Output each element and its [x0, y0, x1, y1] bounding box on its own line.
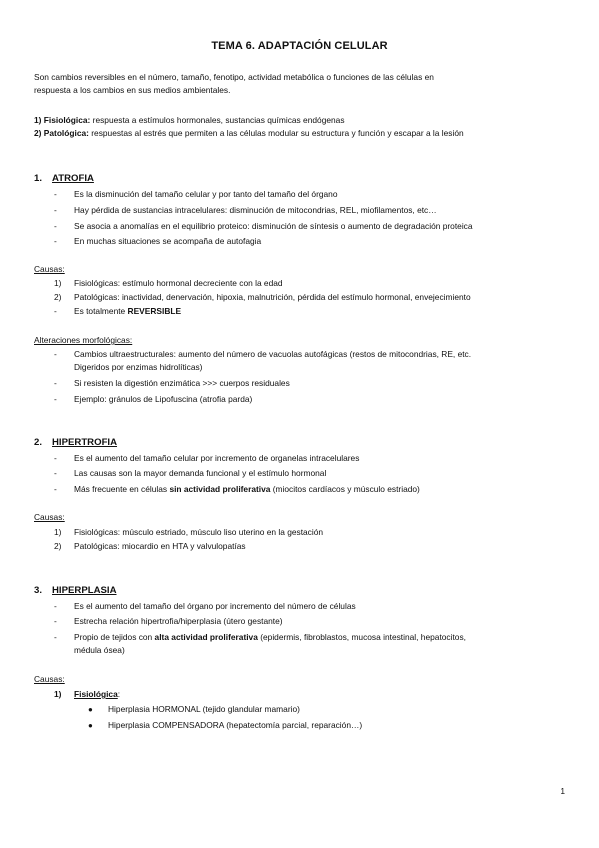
alteraciones-heading: Alteraciones morfológicas:: [34, 335, 133, 345]
intro-line-2: respuesta a los cambios en sus medios ambientales.: [34, 85, 231, 95]
type-text: respuestas al estrés que permiten a las células modular su estructura y función y escapar a la lesión: [88, 128, 464, 138]
section-number: 3.: [34, 585, 43, 596]
section-heading-atrofia: [34, 173, 94, 184]
type-label: Fisiológica:: [43, 115, 91, 125]
section-heading-hipertrofia: [34, 437, 117, 448]
bullet-marker: ●: [88, 705, 93, 714]
section-number: 1.: [34, 173, 43, 184]
section-heading-hiperplasia: [34, 585, 117, 596]
type-pathological: [34, 127, 464, 139]
list-item: - Las causas son la mayor demanda funcional y el estímulo hormonal: [54, 468, 327, 478]
dash-marker: -: [54, 306, 57, 316]
dash-marker: -: [54, 632, 57, 642]
intro-line-1: Son cambios reversibles en el número, tamaño, fenotipo, actividad metabólica o funciones de las células en: [34, 72, 434, 82]
dash-marker: -: [54, 453, 57, 463]
page-title: TEMA 6. ADAPTACIÓN CELULAR: [211, 40, 388, 52]
numbered-item: 1) Fisiológicas: estímulo hormonal decreciente con la edad: [54, 278, 283, 288]
section-name: ATROFIA: [52, 173, 94, 184]
causas-heading: Causas:: [34, 674, 65, 684]
list-item: - Ejemplo: gránulos de Lipofuscina (atrofia parda): [54, 394, 253, 404]
type-number: 2): [34, 128, 42, 138]
dash-marker: -: [54, 616, 57, 626]
type-text: respuesta a estímulos hormonales, sustancias químicas endógenas: [90, 115, 345, 125]
dash-marker: -: [54, 601, 57, 611]
page-number: 1: [560, 786, 565, 796]
list-item: - Estrecha relación hipertrofia/hiperplasia (útero gestante): [54, 616, 283, 626]
numbered-item: 2) Patológicas: inactividad, denervación, hipoxia, malnutrición, pérdida del estímulo hormonal, envejecimiento: [54, 292, 471, 302]
dash-marker: -: [54, 221, 57, 231]
bullet-item: ● Hiperplasia HORMONAL (tejido glandular mamario): [88, 704, 300, 714]
dash-marker: -: [54, 236, 57, 246]
numbered-item: 2) Patológicas: miocardio en HTA y valvulopatías: [54, 541, 246, 551]
list-item: - Propio de tejidos con alta actividad proliferativa (epidermis, fibroblastos, mucosa intestinal, hepatocitos, médula ósea): [54, 632, 466, 655]
section-name: HIPERTROFIA: [52, 437, 118, 448]
dash-marker: -: [54, 349, 57, 359]
bullet-marker: ●: [88, 721, 93, 730]
causas-heading: Causas:: [34, 512, 65, 522]
list-item: - Hay pérdida de sustancias intracelulares: disminución de mitocondrias, REL, miofilamentos, etc…: [54, 205, 437, 215]
dash-marker: -: [54, 378, 57, 388]
list-item: - Es el aumento del tamaño celular por incremento de organelas intracelulares: [54, 453, 360, 463]
numbered-item: 1) Fisiológica:: [54, 689, 121, 699]
numbered-item: 1) Fisiológicas: músculo estriado, músculo liso uterino en la gestación: [54, 527, 324, 537]
dash-marker: -: [54, 205, 57, 215]
dash-marker: -: [54, 394, 57, 404]
type-physiological: [34, 114, 345, 126]
causas-heading: Causas:: [34, 264, 65, 274]
list-item: - En muchas situaciones se acompaña de autofagia: [54, 236, 262, 246]
bullet-item: ● Hiperplasia COMPENSADORA (hepatectomía parcial, reparación…): [88, 720, 363, 730]
dash-marker: -: [54, 468, 57, 478]
list-item: - Más frecuente en células sin actividad proliferativa (miocitos cardíacos y músculo estriado): [54, 484, 420, 494]
section-number: 2.: [34, 437, 43, 448]
dash-marker: -: [54, 189, 57, 199]
list-item: - Si resisten la digestión enzimática >>> cuerpos residuales: [54, 378, 290, 388]
type-number: 1): [34, 115, 42, 125]
type-label: Patológica:: [43, 128, 89, 138]
list-item: - Cambios ultraestructurales: aumento del número de vacuolas autofágicas (restos de mitocondrias, RE, etc. Digeridos por enzimas hidrolíticas): [54, 349, 472, 372]
list-item: - Es la disminución del tamaño celular y por tanto del tamaño del órgano: [54, 189, 338, 199]
list-item: - Se asocia a anomalías en el equilibrio proteico: disminución de síntesis o aumento de degradación proteica: [54, 221, 473, 231]
section-name: HIPERPLASIA: [52, 585, 117, 596]
list-item: - Es totalmente REVERSIBLE: [54, 306, 182, 316]
dash-marker: -: [54, 484, 57, 494]
list-item: - Es el aumento del tamaño del órgano por incremento del número de células: [54, 601, 356, 611]
